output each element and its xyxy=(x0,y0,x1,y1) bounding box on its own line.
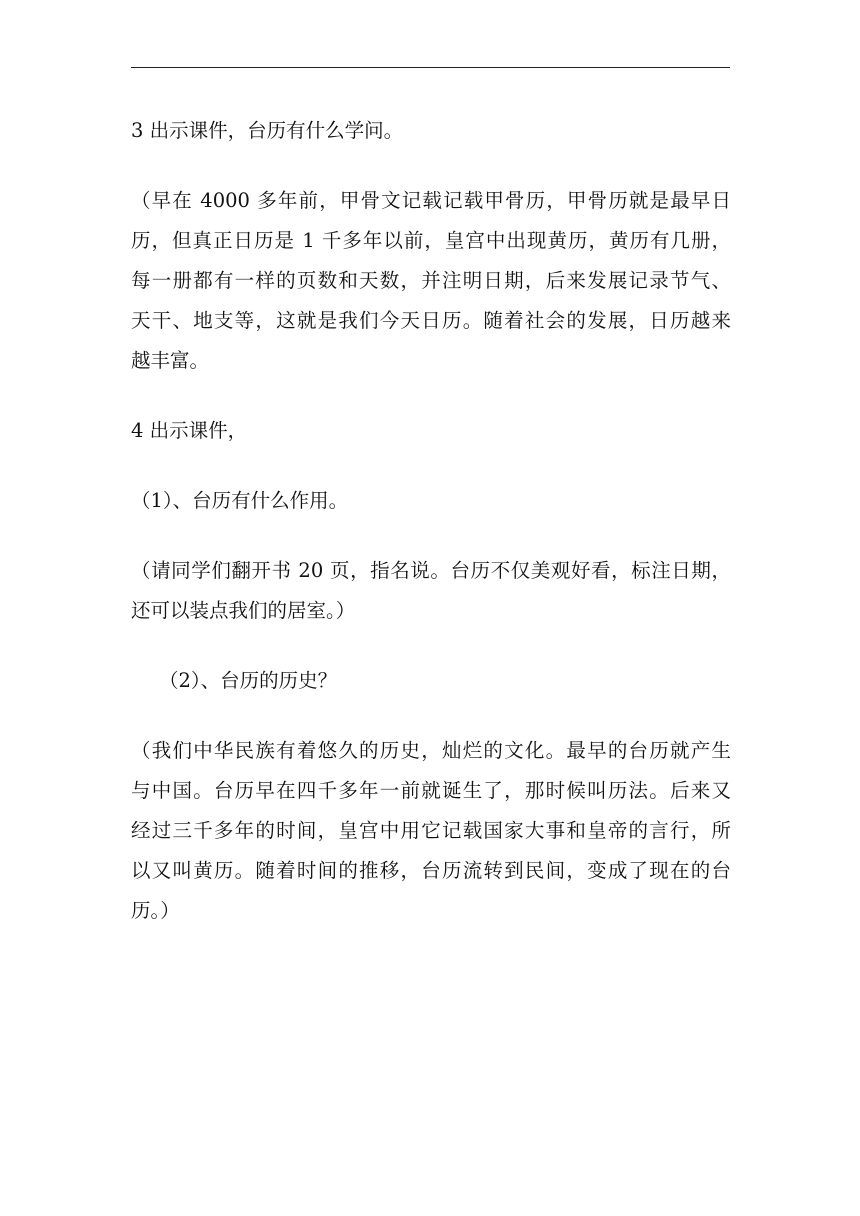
text-line: 3 出示课件，台历有什么学问。 xyxy=(131,119,404,142)
text-line: （1）、台历有什么作用。 xyxy=(131,489,349,512)
text-line: （我们中华民族有着悠久的历史，灿烂的文化。最早的台历就产生 xyxy=(131,739,731,762)
text-line: 经过三千多年的时间，皇宫中用它记载国家大事和皇帝的言行，所 xyxy=(131,819,731,842)
text-line: 还可以装点我们的居室。） xyxy=(131,599,356,622)
paragraph-question-2 xyxy=(131,661,731,701)
text-line: 天干、地支等，这就是我们今天日历。随着社会的发展，日历越来 xyxy=(131,309,731,332)
paragraph-question-1 xyxy=(131,481,731,521)
paragraph-answer-2 xyxy=(131,731,731,931)
text-line: （早在 4000 多年前，甲骨文记载记载甲骨历，甲骨历就是最早日 xyxy=(131,189,731,212)
text-line: 以又叫黄历。随着时间的推移，台历流转到民间，变成了现在的台 xyxy=(131,859,731,882)
text-line: 与中国。台历早在四千多年一前就诞生了，那时候叫历法。后来又 xyxy=(131,779,731,802)
paragraph-courseware-3 xyxy=(131,111,731,151)
text-line: 4 出示课件， xyxy=(131,419,248,442)
document-body xyxy=(131,111,731,961)
paragraph-answer-1 xyxy=(131,551,731,631)
text-line: 每一册都有一样的页数和天数，并注明日期，后来发展记录节气、 xyxy=(131,269,731,292)
text-line: 历，但真正日历是 1 千多年以前，皇宫中出现黄历，黄历有几册， xyxy=(131,229,731,252)
text-line: （请同学们翻开书 20 页，指名说。台历不仅美观好看，标注日期， xyxy=(131,559,731,582)
text-line: （2）、台历的历史？ xyxy=(159,669,338,692)
paragraph-calendar-origin xyxy=(131,181,731,381)
paragraph-courseware-4 xyxy=(131,411,731,451)
text-line: 历。） xyxy=(131,899,180,922)
header-rule xyxy=(131,67,730,68)
text-line: 越丰富。 xyxy=(131,349,210,372)
